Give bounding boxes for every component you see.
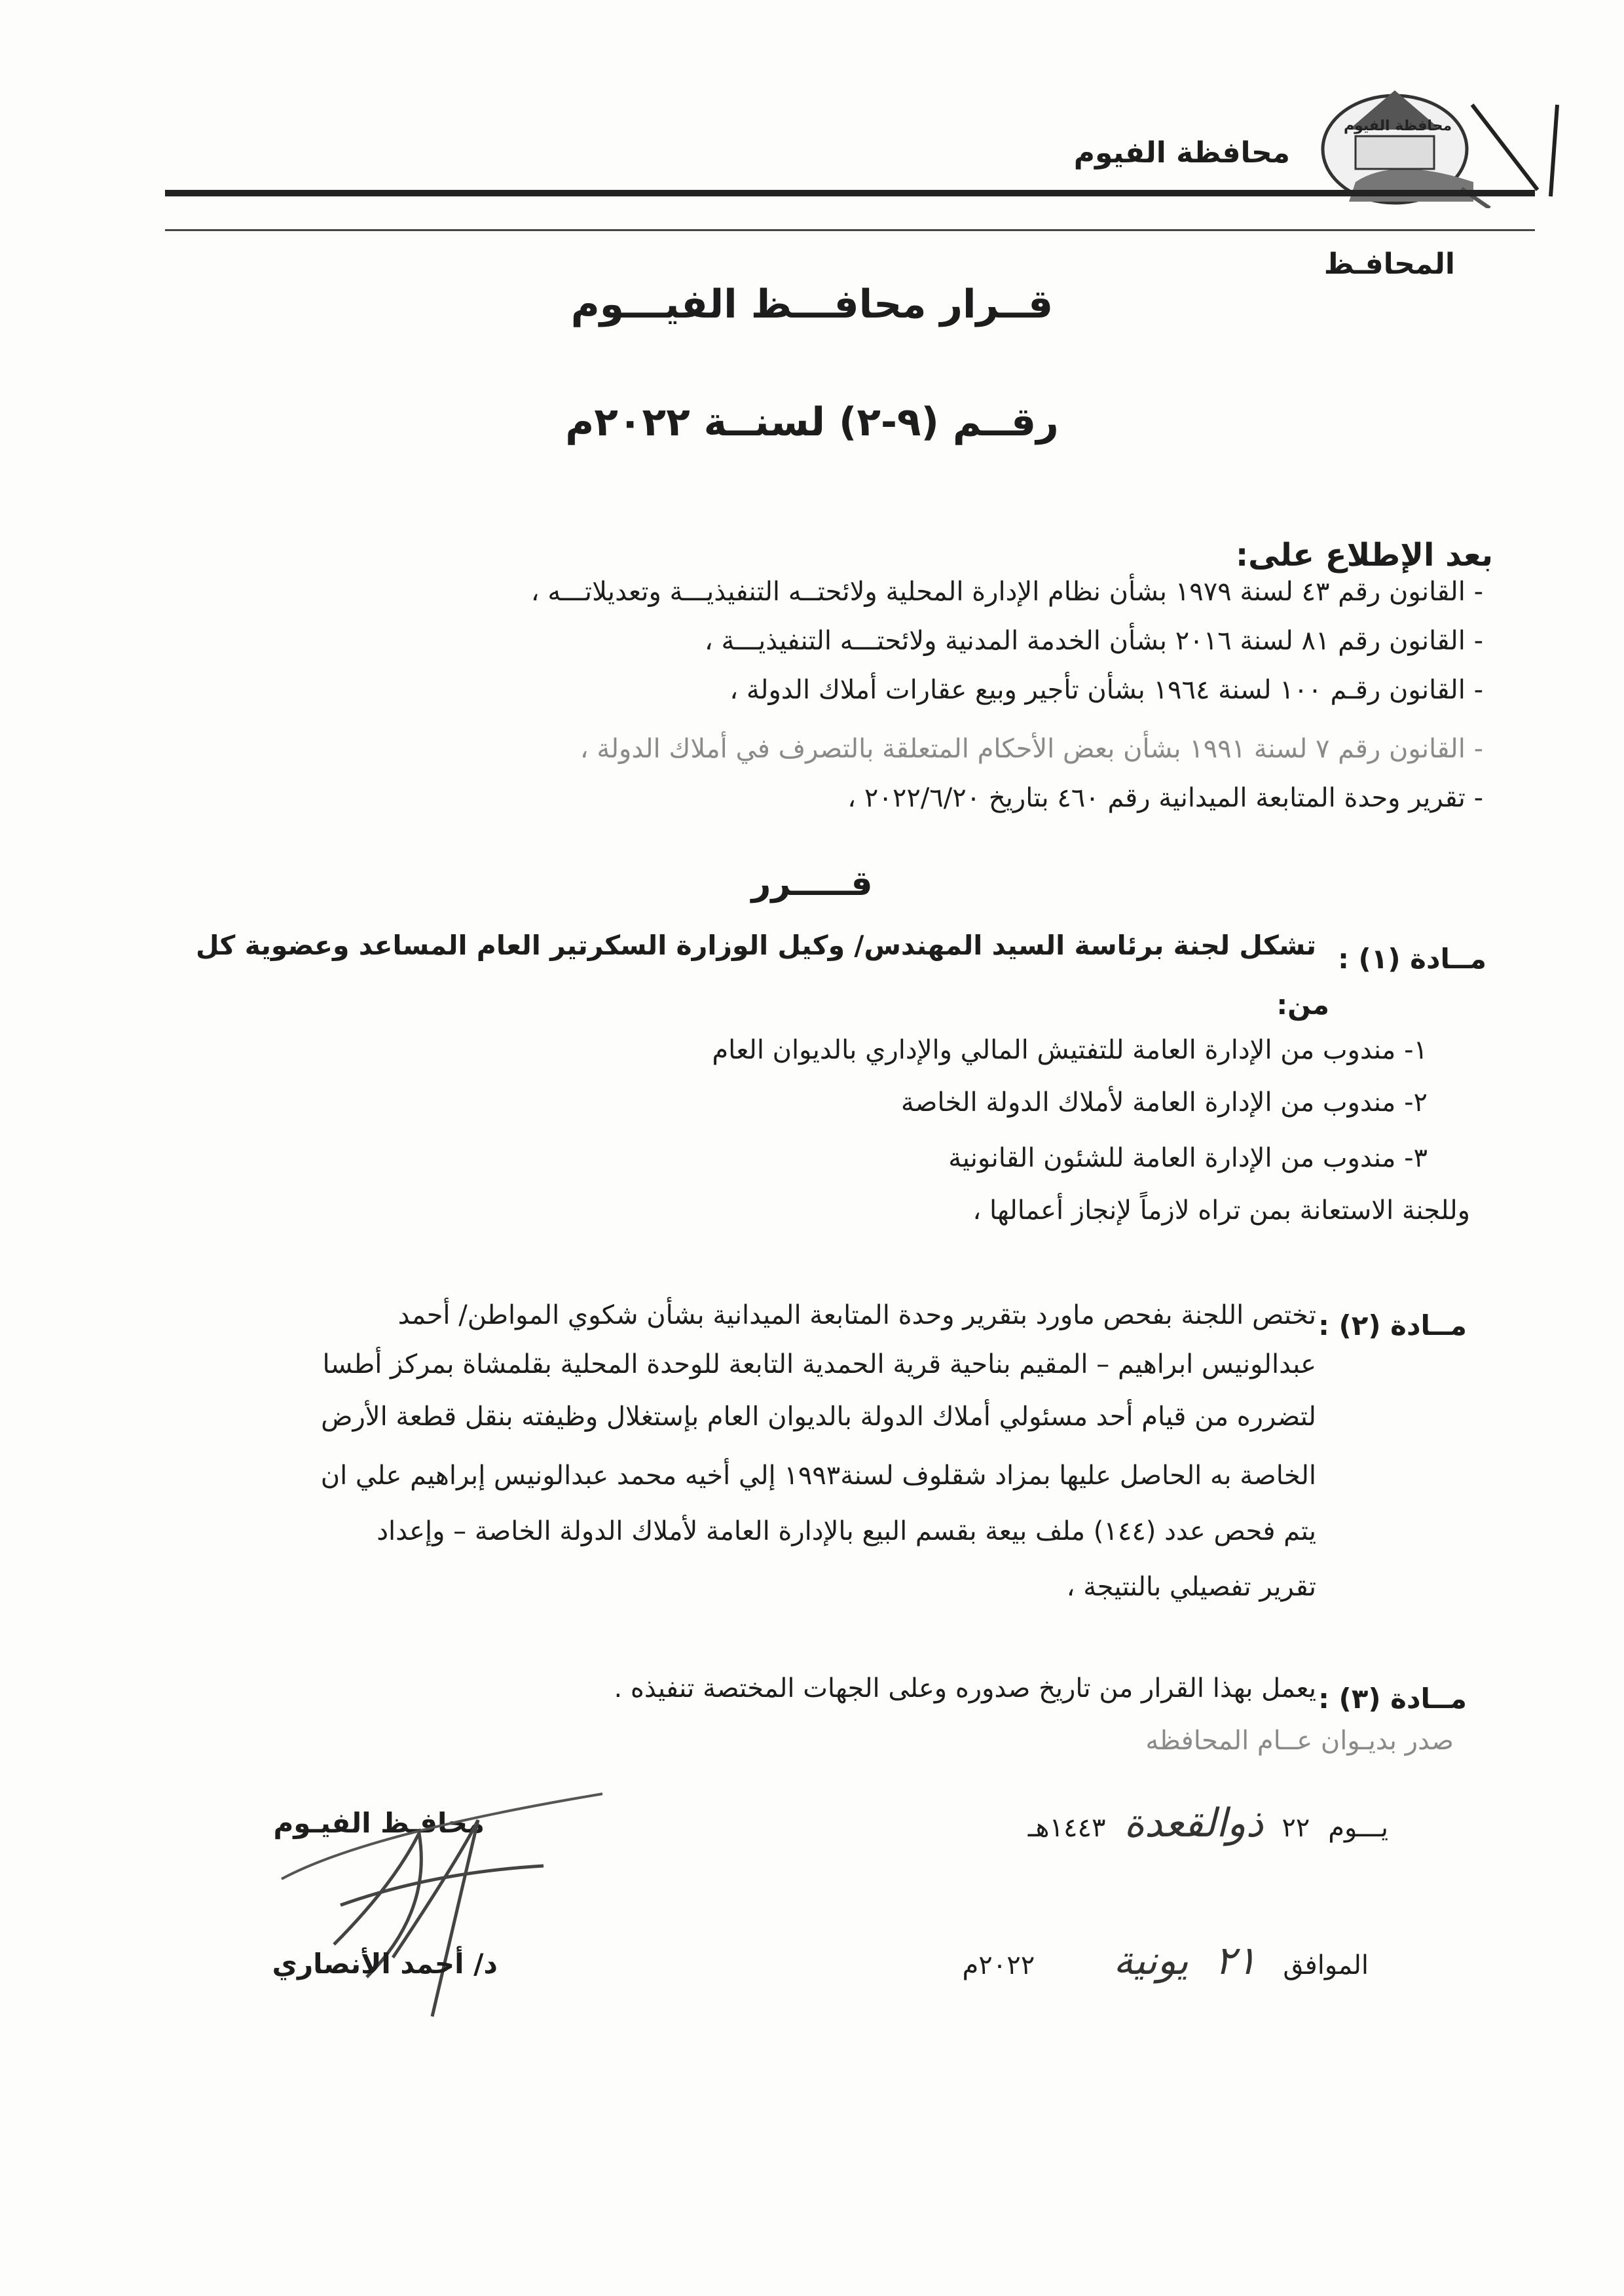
header-rule (165, 190, 1535, 196)
article-2-line: تختص اللجنة بفحص ماورد بتقرير وحدة المتابعة الميدانية بشأن شكوي المواطن/ أحمد (397, 1300, 1316, 1330)
greg-prefix: الموافق (1283, 1950, 1369, 1980)
article-2-line: عبدالونيس ابراهيم – المقيم بناحية قرية الحمدية التابعة للوحدة المحلية بقلمشاة بمركز أطسا (322, 1349, 1316, 1379)
article-3-label: مــادة (٣) : (1318, 1683, 1467, 1715)
header-rule-thin (165, 229, 1535, 231)
committee-member: ١- مندوب من الإدارة العامة للتفتيش المالي والإداري بالديوان العام (712, 1035, 1428, 1065)
article-2-line: تقرير تفصيلي بالنتيجة ، (1066, 1572, 1316, 1602)
preamble-item: - القانون رقم ٧ لسنة ١٩٩١ بشأن بعض الأحكام المتعلقة بالتصرف في أملاك الدولة ، (580, 734, 1483, 764)
preamble-item: - القانون رقـم ١٠٠ لسنة ١٩٦٤ بشأن تأجير وبيع عقارات أملاك الدولة ، (729, 675, 1483, 705)
hijri-prefix: يـــوم (1328, 1813, 1388, 1843)
article-2-label: مــادة (٢) : (1318, 1309, 1467, 1341)
article-1-text: من: (1276, 989, 1329, 1021)
signatory-name: د/ أحمد الأنصاري (272, 1948, 498, 1980)
gregorian-date (962, 1938, 1369, 1984)
committee-member: ٣- مندوب من الإدارة العامة للشئون القانونية (948, 1143, 1428, 1173)
hijri-year: ١٤٤٣هـ (1027, 1813, 1106, 1843)
decree-number: رقــم (٩-٢) لسنــة ٢٠٢٢م (565, 399, 1059, 445)
governorate-name: محافظة الفيوم (1073, 136, 1290, 170)
hijri-day: ٢٢ (1282, 1813, 1310, 1843)
article-1-footer: وللجنة الاستعانة بمن تراه لازماً لإنجاز أعمالها ، (972, 1195, 1470, 1226)
signatory-title: محافـظ الفيـوم (273, 1807, 485, 1839)
hijri-date (1028, 1800, 1388, 1846)
greg-year: ٢٠٢٢م (962, 1950, 1035, 1980)
corner-mark (1466, 98, 1564, 203)
greg-day: ٢١ (1214, 1938, 1257, 1984)
article-3-text: يعمل بهذا القرار من تاريخ صدوره وعلى الجهات المختصة تنفيذه . (614, 1673, 1316, 1704)
article-1-label: مــادة (١) : (1338, 943, 1486, 975)
preamble-item: - القانون رقم ٤٣ لسنة ١٩٧٩ بشأن نظام الإدارة المحلية ولائحتــه التنفيذيـــة وتعديلاتـــه ، (530, 577, 1483, 607)
office-title: المحافـظ (1323, 247, 1455, 281)
preamble-heading: بعد الإطلاع على: (1235, 537, 1493, 574)
preamble-item: - تقرير وحدة المتابعة الميدانية رقم ٤٦٠ بتاريخ ٢٠٢٢/٦/٢٠ ، (847, 783, 1483, 813)
greg-month: يونية (1113, 1938, 1189, 1984)
article-2-line: الخاصة به الحاصل عليها بمزاد شقلوف لسنة١٩٩٣ إلي أخيه محمد عبدالونيس إبراهيم علي ان (320, 1461, 1316, 1491)
decides-heading: قـــــرر (751, 864, 873, 903)
issued-at: صدر بديـوان عــام المحافظه (1145, 1726, 1454, 1756)
seal-text: محافظة الفيوم (1344, 118, 1452, 134)
article-2-line: لتضرره من قيام أحد مسئولي أملاك الدولة بالديوان العام بإستغلال وظيفته بنقل قطعة الأرض (321, 1402, 1316, 1432)
committee-member: ٢- مندوب من الإدارة العامة لأملاك الدولة الخاصة (900, 1087, 1428, 1118)
article-1-text: تشكل لجنة برئاسة السيد المهندس/ وكيل الوزارة السكرتير العام المساعد وعضوية كل (195, 930, 1316, 961)
signature (262, 1781, 629, 2030)
article-2-line: يتم فحص عدد (١٤٤) ملف بيعة بقسم البيع بالإدارة العامة لأملاك الدولة الخاصة – وإعداد (377, 1516, 1316, 1546)
hijri-month: ذوالقعدة (1124, 1800, 1264, 1846)
decree-title: قــرار محافـــظ الفيـــوم (570, 282, 1054, 327)
preamble-item: - القانون رقم ٨١ لسنة ٢٠١٦ بشأن الخدمة المدنية ولائحتـــه التنفيذيـــة ، (704, 626, 1483, 656)
